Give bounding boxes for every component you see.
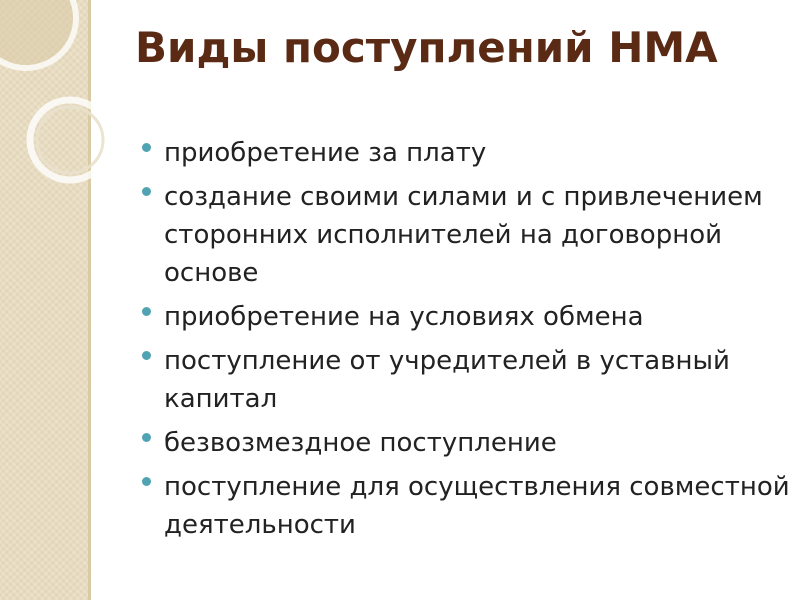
bullet-text-1: приобретение за плату <box>164 138 487 168</box>
decor-circle-bottom-inner <box>37 107 103 173</box>
bullet-item-6 <box>142 468 792 544</box>
bullet-text-2: создание своими силами и с привлечением сторонних исполнителей на договорной основе <box>164 182 763 288</box>
bullet-dot-icon <box>142 307 151 316</box>
bullet-item-2 <box>142 178 792 292</box>
bullet-dot-icon <box>142 187 151 196</box>
bullet-dot-icon <box>142 477 151 486</box>
bullet-dot-icon <box>142 143 151 152</box>
bullet-text-6: поступление для осуществления совместной деятельности <box>164 472 790 540</box>
bullet-item-5 <box>142 424 792 462</box>
slide-title: Виды поступлений НМА <box>135 23 718 72</box>
decor-circle-bottom <box>30 100 110 180</box>
bullet-item-4 <box>142 342 792 418</box>
bullet-dot-icon <box>142 433 151 442</box>
bullet-text-4: поступление от учредителей в уставный капитал <box>164 346 730 414</box>
bullet-item-1 <box>142 134 792 172</box>
decorative-circles <box>0 0 120 220</box>
bullet-text-3: приобретение на условиях обмена <box>164 302 644 332</box>
bullet-text-5: безвозмездное поступление <box>164 428 557 458</box>
bullet-list <box>142 134 792 550</box>
bullet-dot-icon <box>142 351 151 360</box>
bullet-item-3 <box>142 298 792 336</box>
